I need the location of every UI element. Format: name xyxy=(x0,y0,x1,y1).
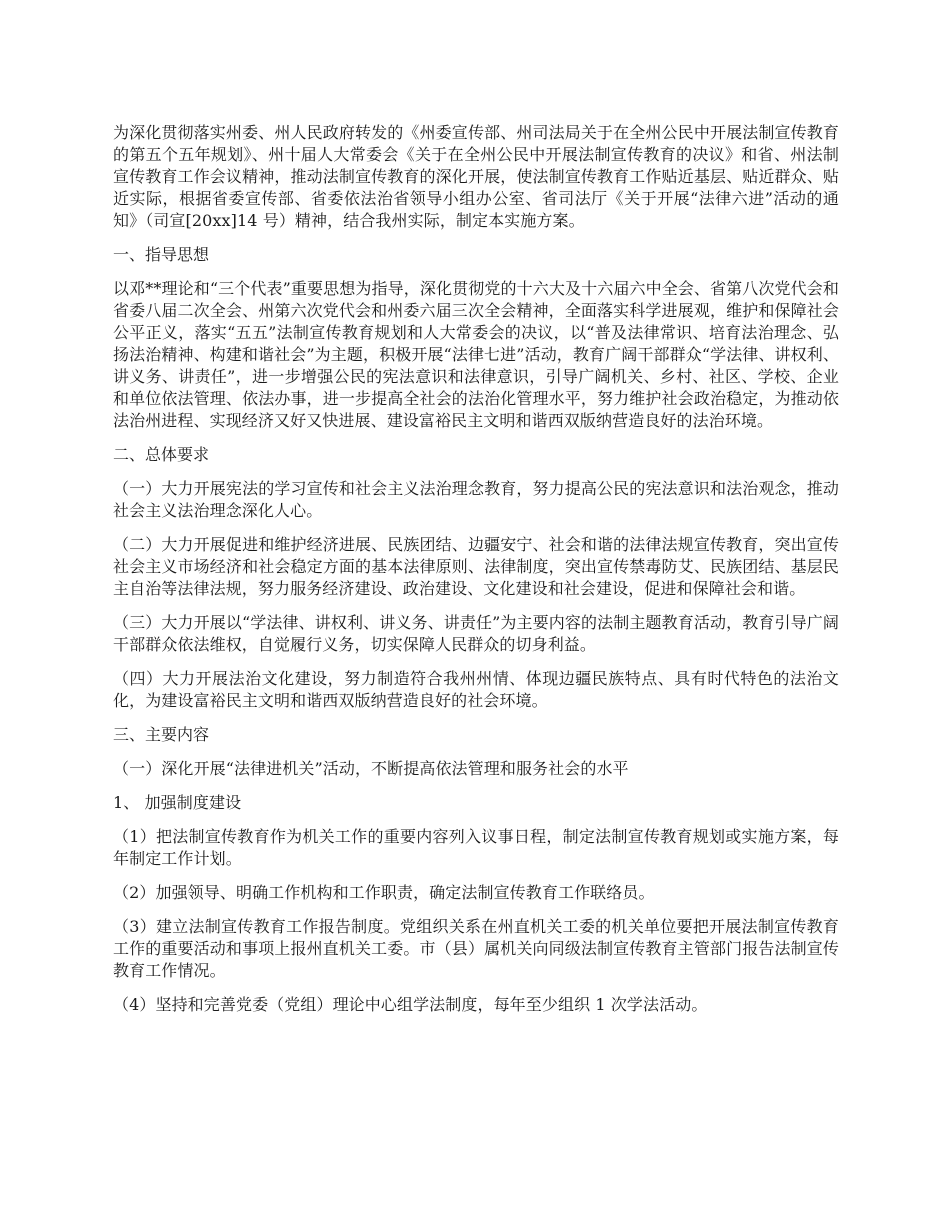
requirement-item-1: （一）大力开展宪法的学习宣传和社会主义法治理念教育，努力提高公民的宪法意识和法治观念，推动社会主义法治理念深化人心。 xyxy=(113,479,839,520)
guiding-ideology-paragraph: 以邓**理论和“三个代表”重要思想为指导，深化贯彻党的十六大及十六届六中全会、省第八次党代会和省委八届二次全会、州第六次党代会和州委六届三次全会精神，全面落实科学进展观，维护和保障社会公平正义，落实“五五”法制宣传教育规划和人大常委会的决议，以“普及法律常识、培育法治理念、弘扬法治精神、构建和谐社会”为主题，积极开展“法律七进”活动，教育广阔干部群众“学法律、讲权利、讲义务、讲责任”，进一步增强公民的宪法意识和法律意识，引导广阔机关、乡村、社区、学校、企业和单位依法管理、依法办事，进一步提高全社会的法治化管理水平，努力维护社会政治稳定，为推动依法治州进程、实现经济又好又快进展、建设富裕民主文明和谐西双版纳营造良好的法治环境。 xyxy=(113,279,839,430)
measure-item-1: （1）把法制宣传教育作为机关工作的重要内容列入议事日程，制定法制宣传教育规划或实施方案，每年制定工作计划。 xyxy=(113,827,839,868)
subsection-heading-law-into-agencies: （一）深化开展“法律进机关”活动，不断提高依法管理和服务社会的水平 xyxy=(113,759,629,778)
requirement-item-2: （二）大力开展促进和维护经济进展、民族团结、边疆安宁、社会和谐的法律法规宣传教育，突出宣传社会主义市场经济和社会稳定方面的基本法律原则、法律制度，突出宣传禁毒防艾、民族团结、基层民主自治等法律法规，努力服务经济建设、政治建设、文化建设和社会建设，促进和保障社会和谐。 xyxy=(113,535,839,598)
measure-item-4: （4）坚持和完善党委（党组）理论中心组学法制度，每年至少组织 1 次学法活动。 xyxy=(113,995,708,1014)
document-page xyxy=(113,122,839,1028)
section-heading-guiding-ideology: 一、指导思想 xyxy=(113,245,210,264)
section-heading-general-requirements: 二、总体要求 xyxy=(113,445,210,464)
measure-item-2: （2）加强领导、明确工作机构和工作职责，确定法制宣传教育工作联络员。 xyxy=(113,883,655,902)
measure-item-3: （3）建立法制宣传教育工作报告制度。党组织关系在州直机关工委的机关单位要把开展法制宣传教育工作的重要活动和事项上报州直机关工委。市（县）属机关向同级法制宣传教育主管部门报告法制宣传教育工作情况。 xyxy=(113,917,839,980)
section-heading-main-content: 三、主要内容 xyxy=(113,725,210,744)
subsection-heading-system-building: 1、 加强制度建设 xyxy=(113,793,242,812)
intro-paragraph: 为深化贯彻落实州委、州人民政府转发的《州委宣传部、州司法局关于在全州公民中开展法制宣传教育的第五个五年规划》、州十届人大常委会《关于在全州公民中开展法制宣传教育的决议》和省、州法制宣传教育工作会议精神，推动法制宣传教育的深化开展，使法制宣传教育工作贴近基层、贴近群众、贴近实际，根据省委宣传部、省委依法治省领导小组办公室、省司法厅《关于开展“法律六进”活动的通知》（司宣[20xx]14 号）精神，结合我州实际，制定本实施方案。 xyxy=(113,123,839,230)
requirement-item-4: （四）大力开展法治文化建设，努力制造符合我州州情、体现边疆民族特点、具有时代特色的法治文化，为建设富裕民主文明和谐西双版纳营造良好的社会环境。 xyxy=(113,669,839,710)
requirement-item-3: （三）大力开展以“学法律、讲权利、讲义务、讲责任”为主要内容的法制主题教育活动，教育引导广阔干部群众依法维权，自觉履行义务，切实保障人民群众的切身利益。 xyxy=(113,613,839,654)
